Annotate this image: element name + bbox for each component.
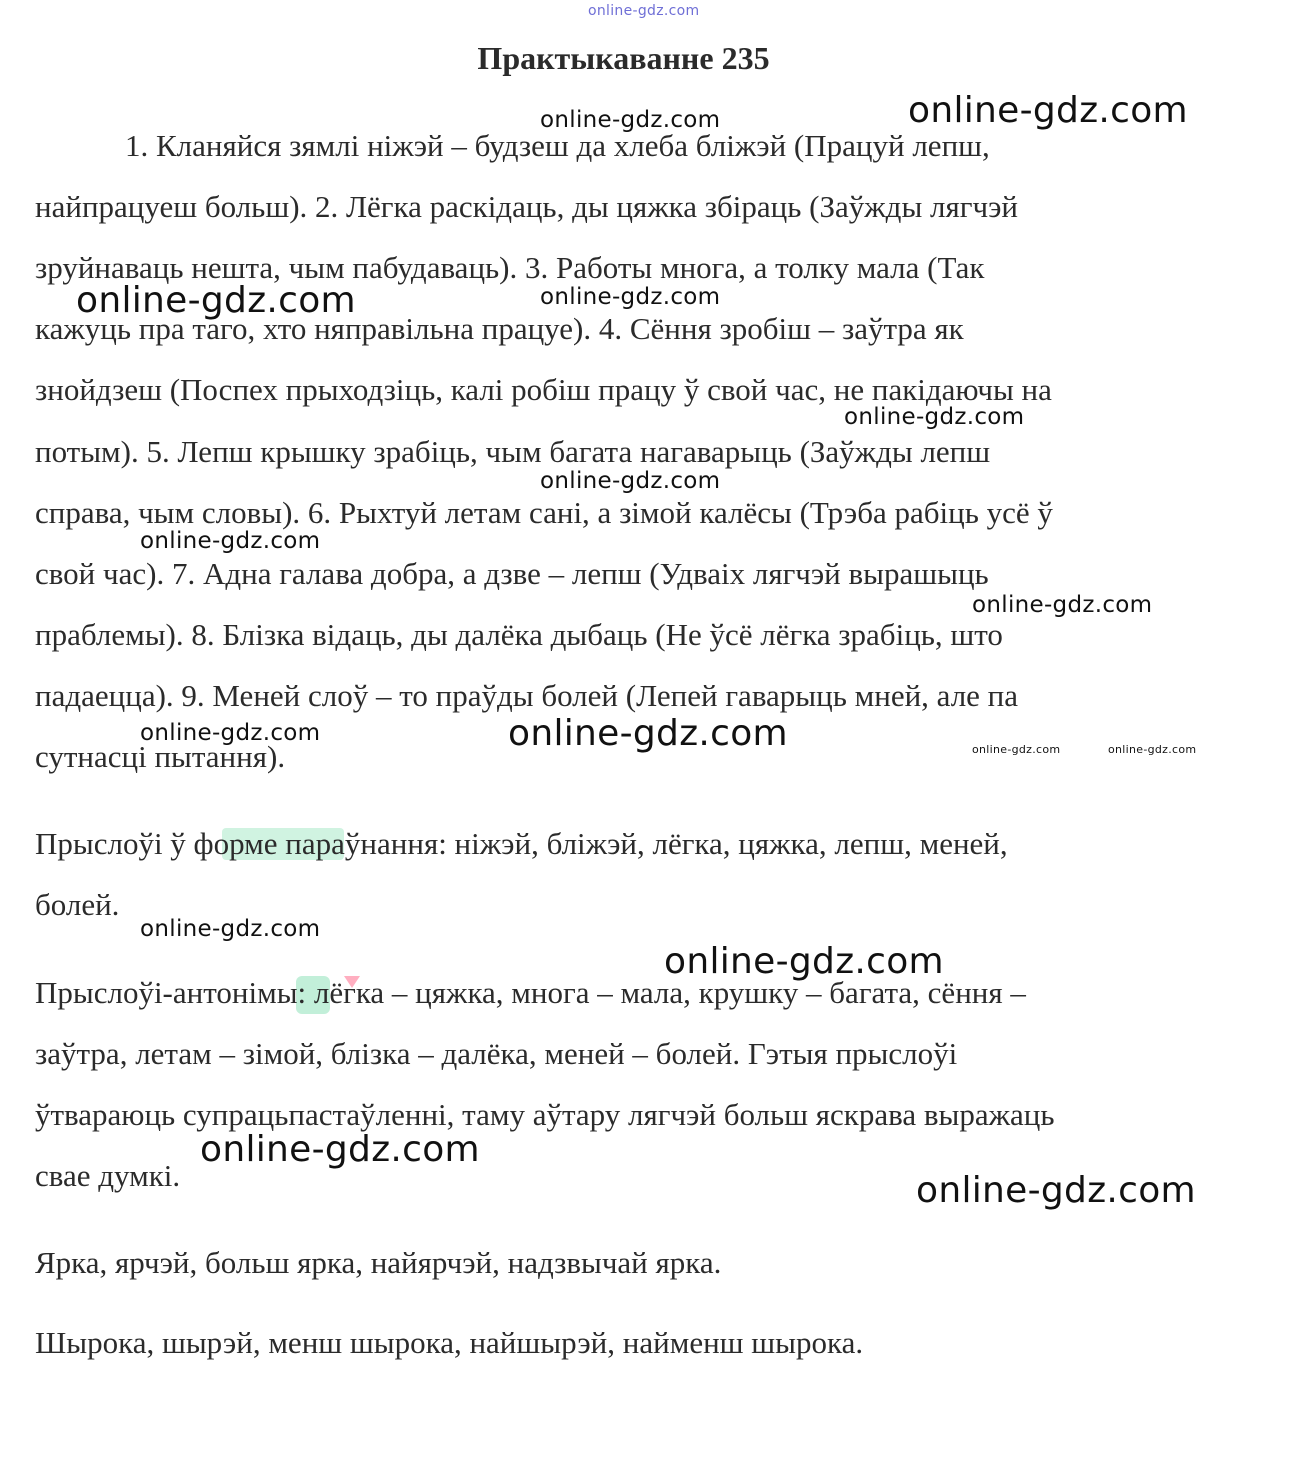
text-line: найпрацуеш больш). 2. Лёгка раскідаць, ды цяжка збіраць (Заўжды лягчэй — [35, 189, 1018, 224]
watermark: online-gdz.com — [140, 528, 321, 554]
text-line: зруйнаваць нешта, чым пабудаваць). 3. Работы многа, а толку мала (Так — [35, 250, 985, 285]
watermark: online-gdz.com — [508, 713, 788, 754]
text-line: Прыслоўі ў форме параўнання: ніжэй, бліжэй, лёгка, цяжка, лепш, меней, — [35, 826, 1008, 861]
watermark: online-gdz.com — [540, 284, 721, 310]
watermark: online-gdz.com — [916, 1170, 1196, 1211]
watermark: online-gdz.com — [972, 743, 1061, 756]
text-line: справа, чым словы). 6. Рыхтуй летам сані, а зімой калёсы (Трэба рабіць усё ў — [35, 495, 1053, 530]
text-line: сутнасці пытання). — [35, 739, 286, 774]
watermark: online-gdz.com — [200, 1129, 480, 1170]
text-line: праблемы). 8. Блізка відаць, ды далёка дыбаць (Не ўсё лёгка зрабіць, што — [35, 617, 1003, 652]
watermark: online-gdz.com — [664, 941, 944, 982]
watermark: online-gdz.com — [140, 720, 321, 746]
text-line: свае думкі. — [35, 1158, 181, 1193]
text-line: потым). 5. Лепш крышку зрабіць, чым багата нагаварыць (Заўжды лепш — [35, 434, 991, 469]
text-line: заўтра, летам – зімой, блізка – далёка, меней – болей. Гэтыя прыслоўі — [35, 1036, 958, 1071]
text-line: 1. Кланяйся зямлі ніжэй – будзеш да хлеба бліжэй (Працуй лепш, — [125, 128, 990, 163]
watermark: online-gdz.com — [588, 3, 700, 19]
text-line: Ярка, ярчэй, больш ярка, найярчэй, надзвычай ярка. — [35, 1245, 722, 1280]
watermark: online-gdz.com — [844, 404, 1025, 430]
watermark: online-gdz.com — [1108, 743, 1197, 756]
text-line: падаецца). 9. Меней слоў – то праўды болей (Лепей гаварыць мней, але па — [35, 678, 1019, 713]
text-line: знойдзеш (Поспех прыходзіць, калі робіш працу ў свой час, не пакідаючы на — [35, 372, 1052, 407]
text-line: кажуць пра таго, хто няправільна працуе). 4. Сёння зробіш – заўтра як — [35, 311, 964, 346]
page-title: Практыкаванне 235 — [477, 40, 770, 76]
watermark: online-gdz.com — [908, 90, 1188, 131]
watermark: online-gdz.com — [540, 468, 721, 494]
watermark: online-gdz.com — [540, 107, 721, 133]
text-line: болей. — [35, 887, 120, 922]
text-line: свой час). 7. Адна галава добра, а дзве – лепш (Удваіх лягчэй вырашыць — [35, 556, 989, 591]
text-line: Шырока, шырэй, менш шырока, найшырэй, найменш шырока. — [35, 1325, 864, 1360]
watermark: online-gdz.com — [140, 916, 321, 942]
text-line: Прыслоўі-антонімы: лёгка – цяжка, многа – мала, крушку – багата, сёння – — [35, 975, 1026, 1010]
watermark: online-gdz.com — [76, 280, 356, 321]
text-line: ўтвараюць супрацьпастаўленні, таму аўтару лягчэй больш яскрава выражаць — [35, 1097, 1055, 1132]
watermark: online-gdz.com — [972, 592, 1153, 618]
